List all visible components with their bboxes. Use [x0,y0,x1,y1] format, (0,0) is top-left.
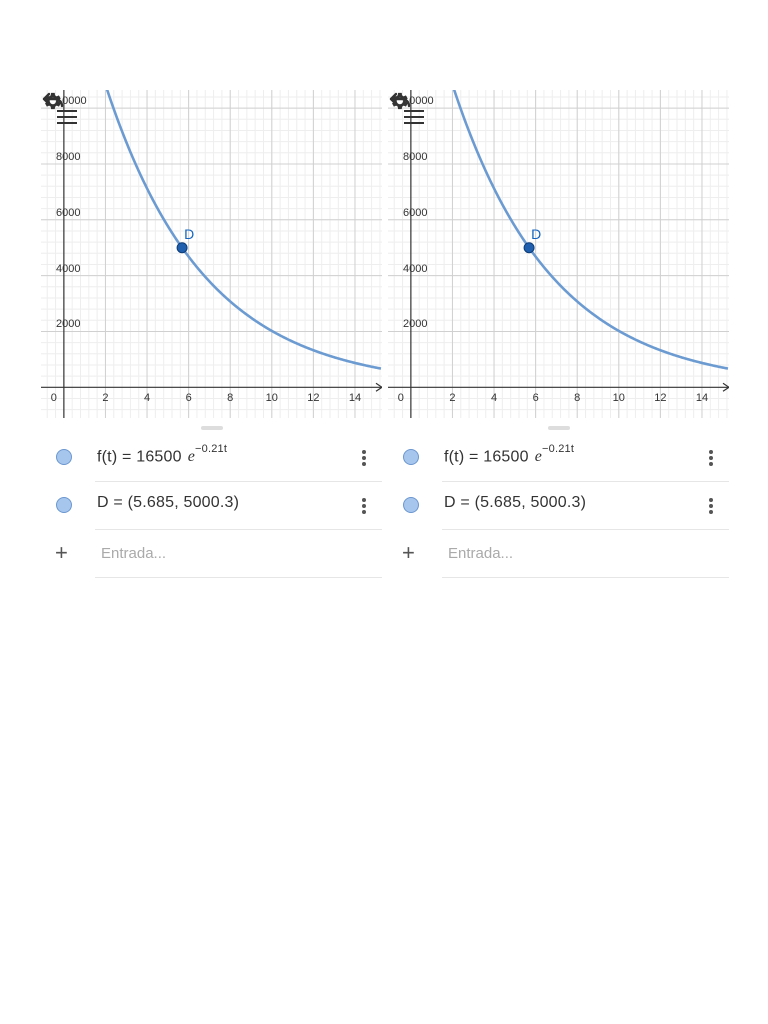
x-tick-label: 2 [449,392,456,405]
y-tick-label: 10000 [56,95,87,108]
menu-icon[interactable] [404,110,424,124]
graph-canvas[interactable] [41,90,382,418]
more-options-icon[interactable] [362,498,366,514]
function-formula[interactable]: f(t) = 16500 $e^{-0.21t}$ [97,443,228,466]
x-tick-label: 0 [50,392,57,405]
point-d-marker [524,243,534,253]
algebra-row-point[interactable] [388,482,729,530]
y-tick-label: 4000 [56,262,81,275]
x-tick-label: 12 [654,392,667,405]
visibility-toggle[interactable] [56,449,72,465]
more-options-icon[interactable] [709,450,713,466]
x-tick-label: 10 [265,392,278,405]
x-tick-label: 10 [612,392,625,405]
drag-handle[interactable] [548,426,570,430]
visibility-toggle[interactable] [403,449,419,465]
algebra-view [388,420,729,590]
y-tick-label: 6000 [56,206,81,219]
point-formula[interactable]: D = (5.685, 5000.3) [444,494,587,511]
graph-canvas[interactable] [388,90,729,418]
algebra-row-input[interactable] [388,530,729,578]
graphing-panel-left [41,90,382,590]
x-tick-label: 6 [532,392,539,405]
drag-handle[interactable] [201,426,223,430]
divider [442,577,729,578]
plus-icon[interactable]: + [55,540,68,565]
point-d-label: D [184,225,195,242]
x-tick-label: 14 [695,392,709,405]
x-tick-label: 4 [490,392,498,405]
menu-icon[interactable] [57,110,77,124]
y-tick-label: 10000 [403,95,434,108]
function-formula[interactable]: f(t) = 16500 $e^{-0.21t}$ [444,443,575,466]
x-tick-label: 14 [348,392,362,405]
x-tick-label: 8 [574,392,581,405]
x-tick-label: 6 [185,392,192,405]
point-formula[interactable]: D = (5.685, 5000.3) [97,494,240,511]
x-tick-label: 8 [227,392,234,405]
x-tick-label: 4 [143,392,151,405]
y-tick-label: 2000 [403,318,428,331]
y-tick-label: 2000 [56,318,81,331]
y-tick-label: 8000 [403,150,428,163]
plus-icon[interactable]: + [402,540,415,565]
algebra-input[interactable] [97,540,375,566]
algebra-row-function[interactable] [41,434,382,482]
x-tick-label: 12 [307,392,320,405]
algebra-row-point[interactable] [41,482,382,530]
more-options-icon[interactable] [362,450,366,466]
algebra-row-input[interactable] [41,530,382,578]
graphing-panel-right [388,90,729,590]
algebra-view [41,420,382,590]
visibility-toggle[interactable] [56,497,72,513]
more-options-icon[interactable] [709,498,713,514]
graph-view[interactable] [388,90,729,418]
visibility-toggle[interactable] [403,497,419,513]
y-tick-label: 4000 [403,262,428,275]
point-d-marker [177,243,187,253]
x-tick-label: 2 [102,392,109,405]
point-d-label: D [531,225,542,242]
algebra-row-function[interactable] [388,434,729,482]
algebra-input[interactable] [444,540,722,566]
x-tick-label: 0 [397,392,404,405]
y-tick-label: 8000 [56,150,81,163]
divider [95,577,382,578]
graph-view[interactable] [41,90,382,418]
y-tick-label: 6000 [403,206,428,219]
